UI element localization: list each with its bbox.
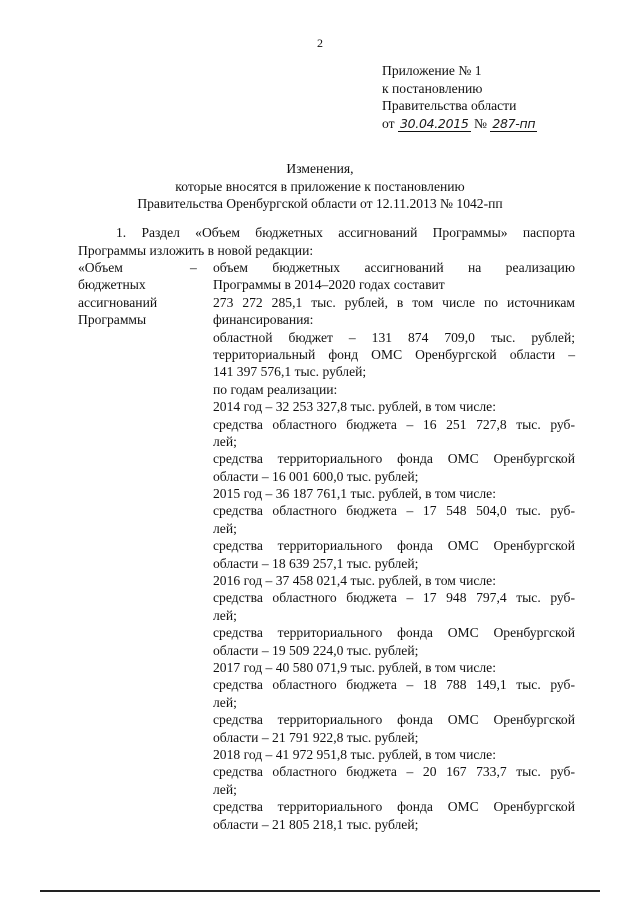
document-title bbox=[60, 160, 580, 213]
passport-content-line: средства территориального фонда ОМС Оренбургской bbox=[213, 451, 575, 467]
passport-dash: – bbox=[190, 260, 197, 275]
passport-content-line: средства областного бюджета – 17 548 504,0 тыс. руб- bbox=[213, 503, 575, 519]
passport-content-line: средства территориального фонда ОМС Оренбургской bbox=[213, 799, 575, 815]
appendix-date-line bbox=[382, 115, 537, 133]
passport-content-line: средства областного бюджета – 18 788 149,1 тыс. руб- bbox=[213, 677, 575, 693]
handwritten-date: 30.04.2015 bbox=[399, 115, 469, 131]
passport-content bbox=[213, 259, 575, 833]
passport-content-line: объем бюджетных ассигнований на реализацию bbox=[213, 260, 575, 275]
passport-content-line: области – 19 509 224,0 тыс. рублей; bbox=[213, 642, 419, 658]
passport-content-line: 273 272 285,1 тыс. рублей, в том числе по источникам bbox=[213, 294, 575, 310]
passport-content-line: финансирования: bbox=[213, 312, 314, 328]
appendix-line-2: к постановлению bbox=[382, 80, 483, 96]
handwritten-number: 287-пп bbox=[492, 115, 536, 131]
title-line-3: Правительства Оренбургской области от 12.11.2013 № 1042-пп bbox=[137, 196, 503, 211]
appendix-line-3: Правительства области bbox=[382, 98, 517, 113]
passport-content-line: 2017 год – 40 580 071,9 тыс. рублей, в том числе: bbox=[213, 659, 496, 675]
passport-content-line: 2016 год – 37 458 021,4 тыс. рублей, в том числе: bbox=[213, 573, 496, 589]
passport-content-line: области – 16 001 600,0 тыс. рублей; bbox=[213, 468, 419, 484]
intro-paragraph bbox=[78, 224, 575, 259]
passport-content-line: 2015 год – 36 187 761,1 тыс. рублей, в том числе: bbox=[213, 486, 496, 502]
passport-content-line: по годам реализации: bbox=[213, 381, 338, 397]
passport-label-line: бюджетных bbox=[78, 277, 146, 293]
date-prefix: от bbox=[382, 115, 395, 131]
passport-content-line: средства областного бюджета – 20 167 733,7 тыс. руб- bbox=[213, 764, 575, 780]
passport-content-line: территориальный фонд ОМС Оренбургской области – bbox=[213, 346, 575, 362]
passport-content-line: лей; bbox=[213, 694, 237, 710]
passport-label bbox=[78, 259, 182, 329]
passport-content-line: Программы в 2014–2020 годах составит bbox=[213, 277, 445, 293]
passport-content-line: лей; bbox=[213, 607, 237, 623]
passport-content-line: средства территориального фонда ОМС Оренбургской bbox=[213, 538, 575, 554]
passport-content-line: средства территориального фонда ОМС Оренбургской bbox=[213, 712, 575, 728]
passport-content-line: области – 21 805 218,1 тыс. рублей; bbox=[213, 816, 419, 832]
passport-content-line: средства областного бюджета – 16 251 727,8 тыс. руб- bbox=[213, 416, 575, 432]
passport-content-line: лей; bbox=[213, 520, 237, 536]
passport-content-line: 141 397 576,1 тыс. рублей; bbox=[213, 364, 367, 380]
passport-content-line: средства территориального фонда ОМС Оренбургской bbox=[213, 625, 575, 641]
passport-content-line: областной бюджет – 131 874 709,0 тыс. рублей; bbox=[213, 329, 575, 345]
intro-line-1: 1. Раздел «Объем бюджетных ассигнований Программы» паспорта bbox=[116, 225, 575, 240]
passport-label-line: ассигнований bbox=[78, 294, 158, 310]
passport-content-line: 2014 год – 32 253 327,8 тыс. рублей, в том числе: bbox=[213, 399, 496, 415]
passport-content-line: средства областного бюджета – 17 948 797,4 тыс. руб- bbox=[213, 590, 575, 606]
passport-content-line: области – 21 791 922,8 тыс. рублей; bbox=[213, 729, 419, 745]
title-line-2: которые вносятся в приложение к постановлению bbox=[175, 178, 465, 194]
passport-content-line: 2018 год – 41 972 951,8 тыс. рублей, в том числе: bbox=[213, 746, 496, 762]
number-prefix: № bbox=[473, 115, 487, 131]
passport-content-line: лей; bbox=[213, 781, 237, 797]
passport-content-line: лей; bbox=[213, 433, 237, 449]
appendix-line-1: Приложение № 1 bbox=[382, 63, 482, 78]
passport-content-line: области – 18 639 257,1 тыс. рублей; bbox=[213, 555, 419, 571]
bottom-rule bbox=[40, 890, 600, 892]
intro-line-2: Программы изложить в новой редакции: bbox=[78, 242, 314, 258]
appendix-block bbox=[382, 62, 537, 132]
passport-label-line: Программы bbox=[78, 312, 147, 328]
passport-label-line: «Объем bbox=[78, 260, 123, 275]
page-number: 2 bbox=[317, 36, 323, 50]
title-line-1: Изменения, bbox=[286, 161, 354, 176]
